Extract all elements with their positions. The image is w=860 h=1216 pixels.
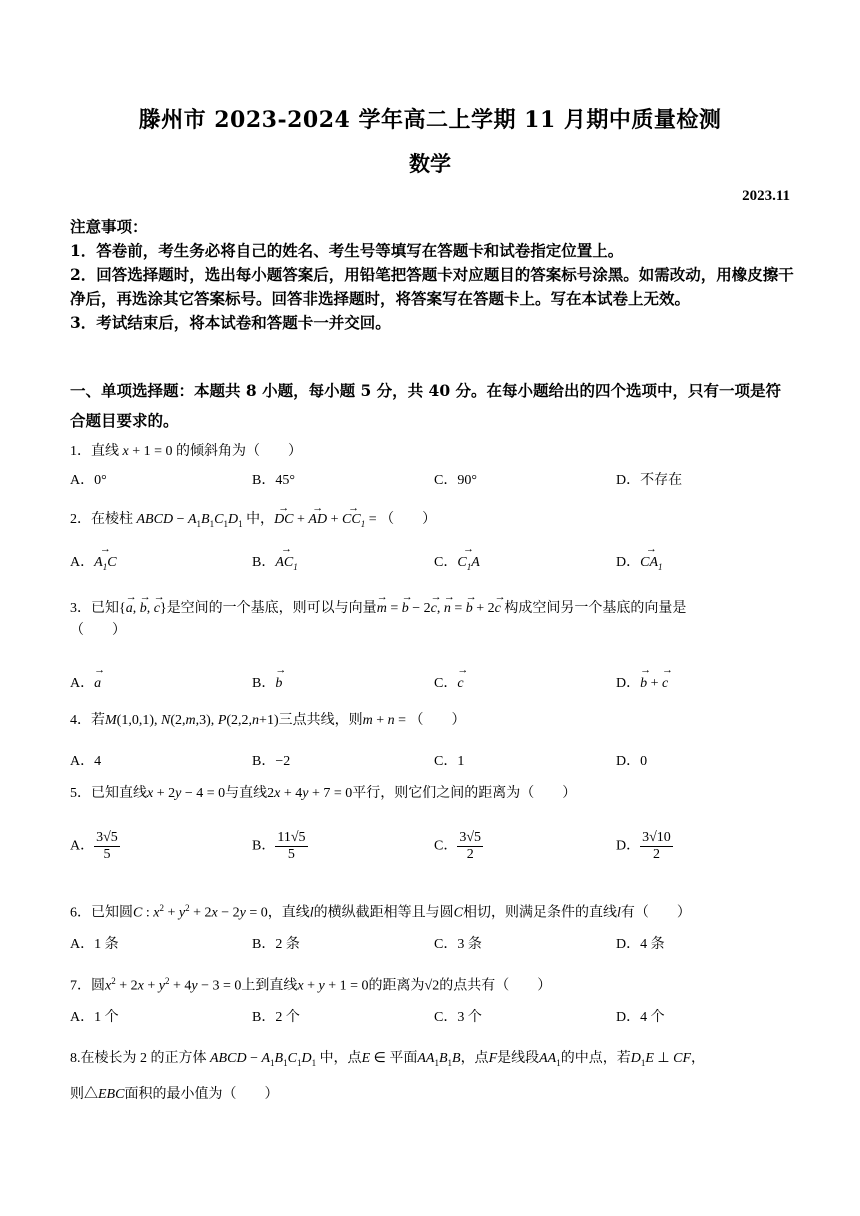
q4-option-d: D．0 xyxy=(616,754,648,769)
q1-option-c: C．90° xyxy=(434,473,477,488)
q7-option-d: D．4 个 xyxy=(616,1010,665,1025)
exam-title: 滕州市 2023-2024 学年高二上学期 11 月期中质量检测 xyxy=(138,107,722,133)
q6-option-d: D．4 条 xyxy=(616,937,665,952)
question-2-options xyxy=(70,551,795,575)
question-3: 3．已知{→ a, → b, → c}是空间的一个基底，则可以与向量→ m = → b − 2→ c, → n = → b + 2→ c 构成空间另一个基底的向量是 （ ） xyxy=(70,594,795,642)
question-7: 7．圆$x^2 + 2x + y^2 + 4y - 3 = 0$上到直线x + y + 1 = 0的距离为√2的点共有（ ） xyxy=(70,976,552,994)
question-5-options xyxy=(70,830,795,876)
q4-option-a: A．4 xyxy=(70,754,102,769)
exam-date: 2023.11 xyxy=(742,188,790,204)
q5-option-d: D． $\frac{3√10}{2}$ xyxy=(616,830,671,862)
question-2: 2．在棱柱 ABCD − $A_1B_1C_1D_1$ 中，→ DC + → AD + → $CC_1$ = （ ） xyxy=(70,505,795,535)
q3-option-a: A．→ a xyxy=(70,672,101,692)
question-1: 1．直线 x + 1 = 0 的倾斜角为（ ） xyxy=(70,444,303,459)
question-5: 5．已知直线x + 2y − 4 = 0与直线2x + 4y + 7 = 0平行，则它们之间的距离为（ ） xyxy=(70,786,577,801)
q4-option-b: B．−2 xyxy=(252,754,291,769)
q6-option-a: A．1 条 xyxy=(70,937,119,952)
question-4: 4．若M(1,0,1), N(2,m,3), P(2,2,n+1)三点共线，则m + n = （ ） xyxy=(70,713,466,728)
q6-option-b: B．2 条 xyxy=(252,937,300,952)
notes-item-3: 3．考试结束后，将本试卷和答题卡一并交回。 xyxy=(70,313,391,332)
notes-heading: 注意事项： xyxy=(70,217,148,236)
q7-option-c: C．3 个 xyxy=(434,1010,482,1025)
q2-option-d: D．→ $CA_1$ xyxy=(616,551,663,572)
q5-option-c: C． $\frac{3√5}{2}$ xyxy=(434,830,482,862)
question-3-options xyxy=(70,672,795,696)
question-6: 6．已知圆C : $x^2 + y^2 + 2x - 2y = 0$，直线l的横纵截距相等且与圆C相切，则满足条件的直线l有（ ） xyxy=(70,903,691,921)
section-heading: 一、单项选择题：本题共 8 小题，每小题 5 分，共 40 分。在每小题给出的四个选项中，只有一项是符合题目要求的。 xyxy=(70,381,782,430)
q1-option-a: A．0° xyxy=(70,473,107,488)
q2-option-c: C．→ $C_1A$ xyxy=(434,551,480,572)
notes-item-1: 1．答卷前，考生务必将自己的姓名、考生号等填写在答题卡和试卷指定位置上。 xyxy=(70,241,624,260)
subject-title: 数学 xyxy=(409,151,451,176)
q6-option-c: C．3 条 xyxy=(434,937,482,952)
q7-option-b: B．2 个 xyxy=(252,1010,300,1025)
question-8: 8.在棱长为 2 的正方体 ABCD − $A_1B_1C_1D_1$ 中，点E ∈ 平面$AA_1B_1B$，点F是线段$AA_1$的中点，若$D_1E$ ⊥ CF， 则△EBC面积的最小值为（ ） xyxy=(70,1051,706,1102)
question-4-options xyxy=(70,750,795,774)
q3-option-d: D．→ b + → c xyxy=(616,672,668,692)
q7-option-a: A．1 个 xyxy=(70,1010,119,1025)
q1-option-d: D．不存在 xyxy=(616,473,683,488)
q5-option-a: A． $\frac{3√5}{5}$ xyxy=(70,830,118,862)
notes-item-2: 2．回答选择题时，选出每小题答案后，用铅笔把答题卡对应题目的答案标号涂黑。如需改动，用橡皮擦干净后，再选涂其它答案标号。回答非选择题时，将答案写在答题卡上。写在本试卷上无效。 xyxy=(70,265,794,308)
q3-option-c: C．→ c xyxy=(434,672,464,692)
q2-option-b: B．→ $AC_1$ xyxy=(252,551,298,572)
question-6-options xyxy=(70,933,795,957)
question-1-options xyxy=(70,469,795,493)
q1-option-b: B．45° xyxy=(252,473,295,488)
q5-option-b: B． $\frac{11√5}{5}$ xyxy=(252,830,306,862)
q4-option-c: C．1 xyxy=(434,754,465,769)
question-7-options xyxy=(70,1006,795,1030)
notes-block xyxy=(70,215,795,335)
q3-option-b: B．→ b xyxy=(252,672,282,692)
q2-option-a: A．→ $A_1C$ xyxy=(70,551,117,572)
